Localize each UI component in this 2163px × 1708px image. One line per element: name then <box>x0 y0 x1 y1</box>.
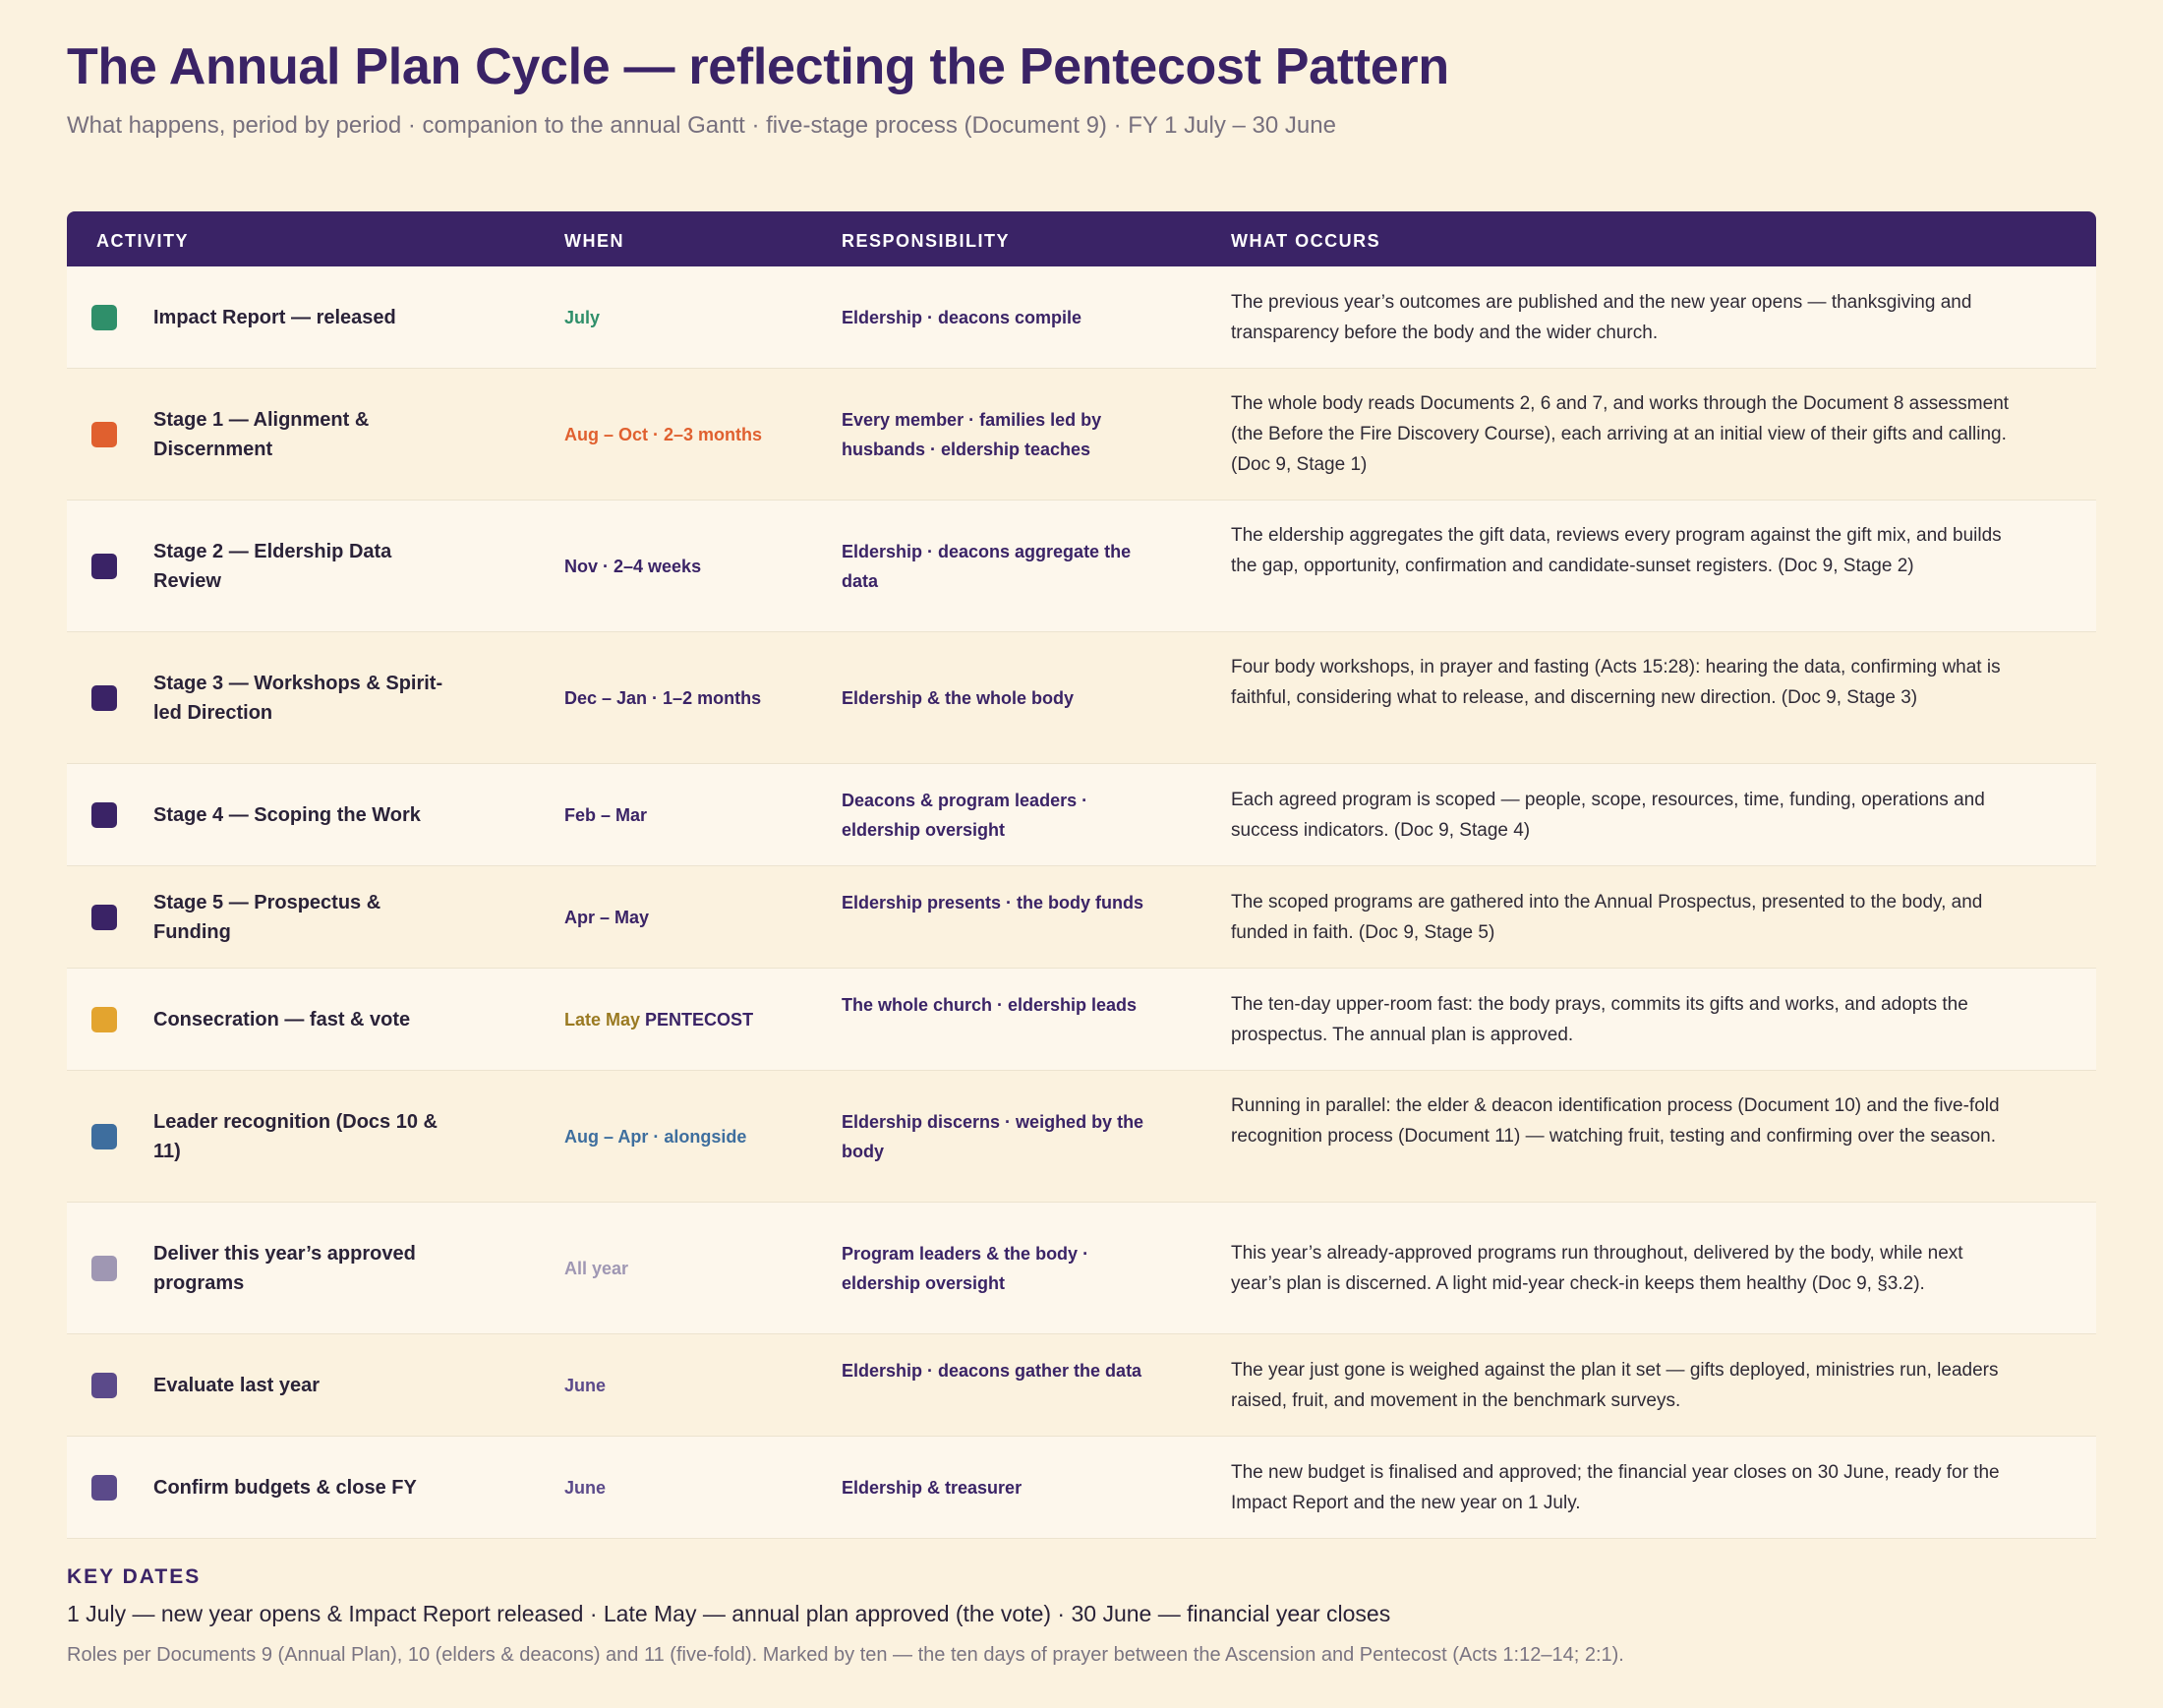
responsibility-label: Eldership presents · the body funds <box>842 892 1144 913</box>
what-occurs-text: The eldership aggregates the gift data, reviews every program against the gift mix, and builds the gap, opportunity, confirmation and candidate-sunset registers. (Doc 9, Stage 2) <box>1231 525 2002 576</box>
responsibility-label: Program leaders & the body · eldership oversight <box>842 1243 1089 1293</box>
responsibility-label: Every member · families led by husbands · eldership teaches <box>842 409 1102 459</box>
row-color-swatch <box>91 1007 117 1032</box>
when-label: Apr – May <box>564 907 650 927</box>
table-row <box>67 764 2096 866</box>
row-color-swatch <box>91 554 117 579</box>
responsibility-label: Eldership · deacons aggregate the data <box>842 541 1132 591</box>
responsibility-label: The whole church · eldership leads <box>842 994 1138 1015</box>
responsibility-label: Eldership & treasurer <box>842 1477 1023 1498</box>
what-occurs-text: The whole body reads Documents 2, 6 and 7, and works through the Document 8 assessment (the Before the Fire Discovery Course), each arriving at an initial view of their gifts and calling. (Doc 9, Stage 1) <box>1231 393 2010 475</box>
when-cell <box>564 1474 820 1502</box>
table-row <box>67 866 2096 969</box>
activity-label: Impact Report — released <box>153 306 396 328</box>
what-occurs-text: The new budget is finalised and approved; the financial year closes on 30 June, ready for the Impact Report and the new year on 1 July. <box>1231 1461 2000 1513</box>
when-highlight: PENTECOST <box>645 1009 754 1030</box>
responsibility-label: Eldership · deacons gather the data <box>842 1360 1142 1381</box>
responsibility-label: Eldership · deacons compile <box>842 307 1082 327</box>
when-cell <box>564 801 820 829</box>
activity-label: Stage 4 — Scoping the Work <box>153 803 421 826</box>
what-occurs-text: This year’s already-approved programs run throughout, delivered by the body, while next year’s plan is discerned. A light mid-year check-in keeps them healthy (Doc 9, §3.2). <box>1231 1242 1963 1294</box>
header-responsibility: RESPONSIBILITY <box>842 231 1011 251</box>
when-cell <box>564 421 820 448</box>
header-activity: ACTIVITY <box>96 231 190 251</box>
activity-label: Stage 5 — Prospectus & Funding <box>153 891 381 943</box>
when-label: Nov · 2–4 weeks <box>564 556 702 576</box>
table-row <box>67 1203 2096 1334</box>
header-when: WHEN <box>564 231 624 251</box>
when-cell <box>564 684 820 712</box>
what-occurs-text: The ten-day upper-room fast: the body prays, commits its gifts and works, and adopts the prospectus. The annual plan is approved. <box>1231 993 1968 1045</box>
activity-label: Confirm budgets & close FY <box>153 1476 417 1499</box>
responsibility-label: Eldership & the whole body <box>842 687 1075 708</box>
activity-label: Consecration — fast & vote <box>153 1008 411 1031</box>
when-cell <box>564 1372 820 1399</box>
when-label: Dec – Jan · 1–2 months <box>564 687 762 708</box>
header-what-occurs: WHAT OCCURS <box>1231 231 1381 251</box>
activity-label: Evaluate last year <box>153 1374 320 1396</box>
when-label: Aug – Apr · alongside <box>564 1126 747 1147</box>
table-body <box>67 266 2096 1539</box>
row-color-swatch <box>91 1373 117 1398</box>
table-row <box>67 969 2096 1071</box>
activity-label: Stage 1 — Alignment & Discernment <box>153 408 370 460</box>
row-color-swatch <box>91 685 117 711</box>
what-occurs-text: Running in parallel: the elder & deacon identification process (Document 10) and the five-fold recognition process (Document 11) — watching fruit, testing and confirming over the season. <box>1231 1095 2000 1147</box>
row-color-swatch <box>91 1475 117 1501</box>
when-label: Aug – Oct · 2–3 months <box>564 424 763 444</box>
row-color-swatch <box>91 905 117 930</box>
when-label: June <box>564 1477 607 1498</box>
when-cell <box>564 904 820 931</box>
key-dates-title: KEY DATES <box>67 1565 202 1588</box>
table-header <box>67 211 2096 266</box>
responsibility-label: Deacons & program leaders · eldership oversight <box>842 790 1088 840</box>
when-label: Late May <box>564 1009 641 1030</box>
activity-label: Leader recognition (Docs 10 & 11) <box>153 1110 438 1162</box>
what-occurs-text: Four body workshops, in prayer and fasting (Acts 15:28): hearing the data, confirming what is faithful, considering what to release, and discerning new direction. (Doc 9, Stage 3) <box>1231 657 2001 708</box>
what-occurs-text: The year just gone is weighed against the plan it set — gifts deployed, ministries run, leaders raised, fruit, and movement in the benchmark surveys. <box>1231 1359 1999 1411</box>
activity-label: Deliver this year’s approved programs <box>153 1242 416 1294</box>
table-row <box>67 369 2096 501</box>
when-label: June <box>564 1375 607 1395</box>
responsibility-label: Eldership discerns · weighed by the body <box>842 1111 1144 1161</box>
row-color-swatch <box>91 305 117 330</box>
table-row <box>67 501 2096 632</box>
row-color-swatch <box>91 1124 117 1149</box>
table-row <box>67 632 2096 764</box>
when-cell <box>564 1123 820 1150</box>
table-row <box>67 266 2096 369</box>
page-title: The Annual Plan Cycle — reflecting the Pentecost Pattern <box>67 38 1449 95</box>
what-occurs-text: The previous year’s outcomes are published and the new year opens — thanksgiving and transparency before the body and the wider church. <box>1231 291 1972 343</box>
what-occurs-text: Each agreed program is scoped — people, scope, resources, time, funding, operations and success indicators. (Doc 9, Stage 4) <box>1231 789 1985 841</box>
row-color-swatch <box>91 1256 117 1281</box>
activity-label: Stage 2 — Eldership Data Review <box>153 540 392 592</box>
when-label: All year <box>564 1258 629 1278</box>
when-label: July <box>564 307 601 327</box>
when-cell <box>564 304 820 331</box>
page-subtitle: What happens, period by period · companion to the annual Gantt · five-stage process (Document 9) · FY 1 July – 30 June <box>67 112 1336 139</box>
when-cell <box>564 553 820 580</box>
table-row <box>67 1334 2096 1437</box>
row-color-swatch <box>91 422 117 447</box>
plan-table <box>67 211 2096 1539</box>
key-dates-line: 1 July — new year opens & Impact Report released · Late May — annual plan approved (the vote) · 30 June — financial year closes <box>67 1601 1391 1626</box>
when-label: Feb – Mar <box>564 804 648 825</box>
table-row <box>67 1071 2096 1203</box>
activity-label: Stage 3 — Workshops & Spirit-led Direction <box>153 672 443 724</box>
footnote: Roles per Documents 9 (Annual Plan), 10 (elders & deacons) and 11 (five-fold). Marked by ten — the ten days of prayer between the Ascension and Pentecost (Acts 1:12–14; 2:1). <box>67 1644 1624 1666</box>
when-cell <box>564 1006 820 1033</box>
when-cell <box>564 1255 820 1282</box>
table-row <box>67 1437 2096 1539</box>
what-occurs-text: The scoped programs are gathered into the Annual Prospectus, presented to the body, and funded in faith. (Doc 9, Stage 5) <box>1231 891 1983 943</box>
row-color-swatch <box>91 802 117 828</box>
